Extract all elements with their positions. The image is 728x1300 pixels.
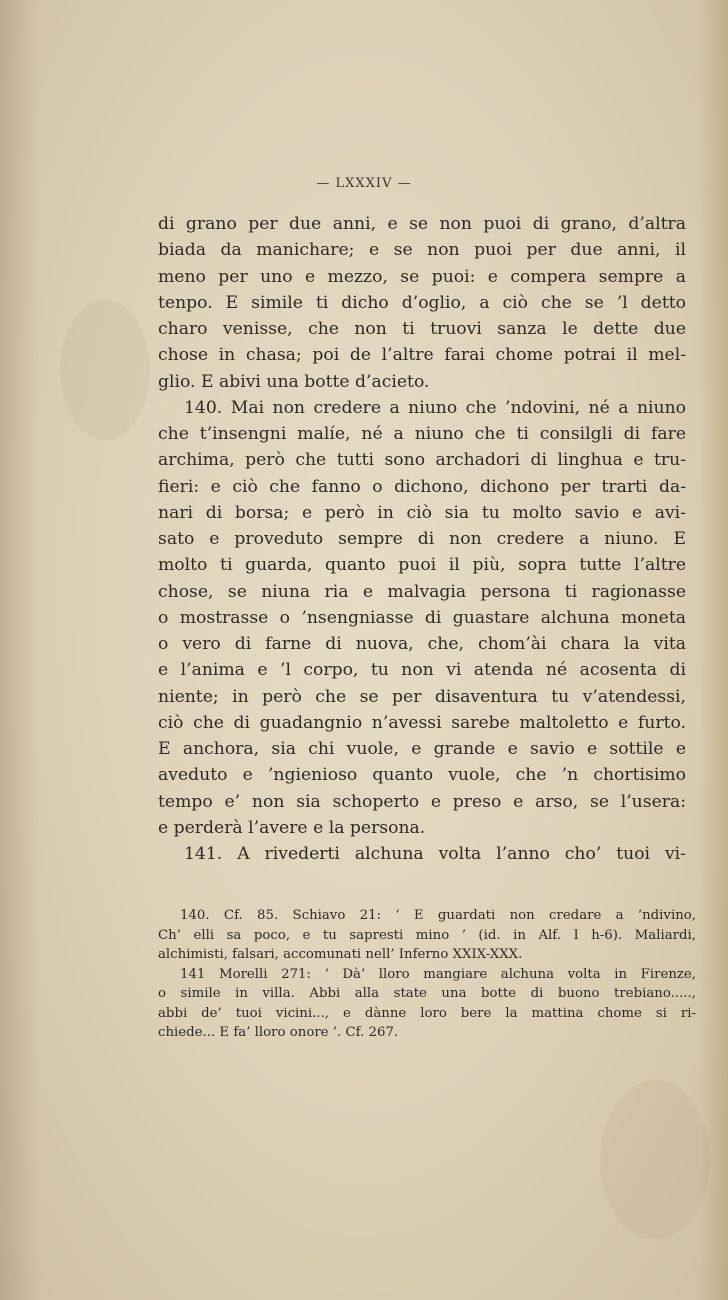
- text-line: meno per uno e mezzo, se puoi: e compera sempre a: [158, 266, 686, 287]
- text-line: biada da manichare; e se non puoi per due anni, il: [158, 240, 686, 261]
- page-edge-left: [0, 0, 40, 1300]
- page-edge-right: [698, 0, 728, 1300]
- footnotes-block: [158, 906, 696, 1043]
- text-line: che t’insengni malíe, né a niuno che ti consilgli di fare: [158, 424, 686, 444]
- paper-stain: [60, 300, 150, 440]
- paper-stain: [600, 1080, 710, 1240]
- text-line: glio. E abivi una botte d’acieto.: [158, 371, 430, 392]
- footnote-line: abbi de’ tuoi vicini..., e dànne loro bere la mattina chome si ri-: [158, 1005, 696, 1021]
- text-line: charo venisse, che non ti truovi sanza le dette due: [158, 319, 686, 339]
- text-line: tenpo. E simile ti dicho d’oglio, a ciò che se ’l detto: [158, 292, 686, 313]
- text-line: ciò che di guadangnio n’avessi sarebe maltoletto e furto.: [158, 712, 686, 733]
- text-line: E anchora, sia chi vuole, e grande e savio e sottile e: [158, 739, 686, 759]
- text-line: aveduto e ’ngienioso quanto vuole, che ’n chortisimo: [158, 765, 686, 786]
- text-line-paragraph-140: 140. Mai non credere a niuno che ’ndovini, né a niuno: [184, 397, 686, 418]
- footnote-line: chiede... E fa’ lloro onore ’. Cf. 267.: [158, 1025, 399, 1040]
- footnote-line: o simile in villa. Abbi alla state una botte di buono trebiano.....,: [158, 986, 696, 1001]
- text-line: di grano per due anni, e se non puoi di grano, d’altra: [158, 214, 686, 234]
- page-number-header: — LXXXIV —: [316, 176, 412, 191]
- text-line: o vero di farne di nuova, che, chom’ài chara la vita: [158, 634, 686, 654]
- text-line: archima, però che tutti sono archadori di linghua e tru-: [158, 450, 686, 471]
- text-line: molto ti guarda, quanto puoi il più, sopra tutte l’altre: [158, 555, 686, 576]
- text-line: o mostrasse o ’nsengniasse di guastare alchuna moneta: [158, 607, 686, 628]
- text-line-paragraph-141: 141. A rivederti alchuna volta l’anno cho’ tuoi vi-: [184, 844, 686, 864]
- text-line: fieri: e ciò che fanno o dichono, dichono per trarti da-: [158, 476, 686, 497]
- text-line: nari di borsa; e però in ciò sia tu molto savio e avi-: [158, 502, 686, 523]
- text-line: chose in chasa; poi de l’altre farai chome potrai il mel-: [158, 345, 686, 366]
- text-line: tempo e’ non sia schoperto e preso e arso, se l’usera:: [158, 791, 686, 812]
- footnote-line-141: 141 Morelli 271: ‘ Dà’ lloro mangiare alchuna volta in Firenze,: [180, 966, 696, 982]
- text-line: e perderà l’avere e la persona.: [158, 817, 426, 838]
- text-line: niente; in però che se per disaventura tu v’atendessi,: [158, 686, 686, 707]
- main-text-block: [158, 211, 686, 867]
- footnote-line-140: 140. Cf. 85. Schiavo 21: ‘ E guardati non credare a ’ndivino,: [180, 908, 696, 923]
- text-line: chose, se niuna ria e malvagia persona ti ragionasse: [158, 581, 686, 602]
- footnote-line: Ch’ elli sa poco, e tu sapresti mino ’ (id. in Alf. I h-6). Maliardi,: [158, 927, 696, 943]
- footnote-line: alchimisti, falsari, accomunati nell’ Inferno XXIX-XXX.: [158, 947, 523, 962]
- text-line: e l’anima e ’l corpo, tu non vi atenda né acosenta di: [158, 660, 686, 681]
- text-line: sato e proveduto sempre di non credere a niuno. E: [158, 529, 686, 549]
